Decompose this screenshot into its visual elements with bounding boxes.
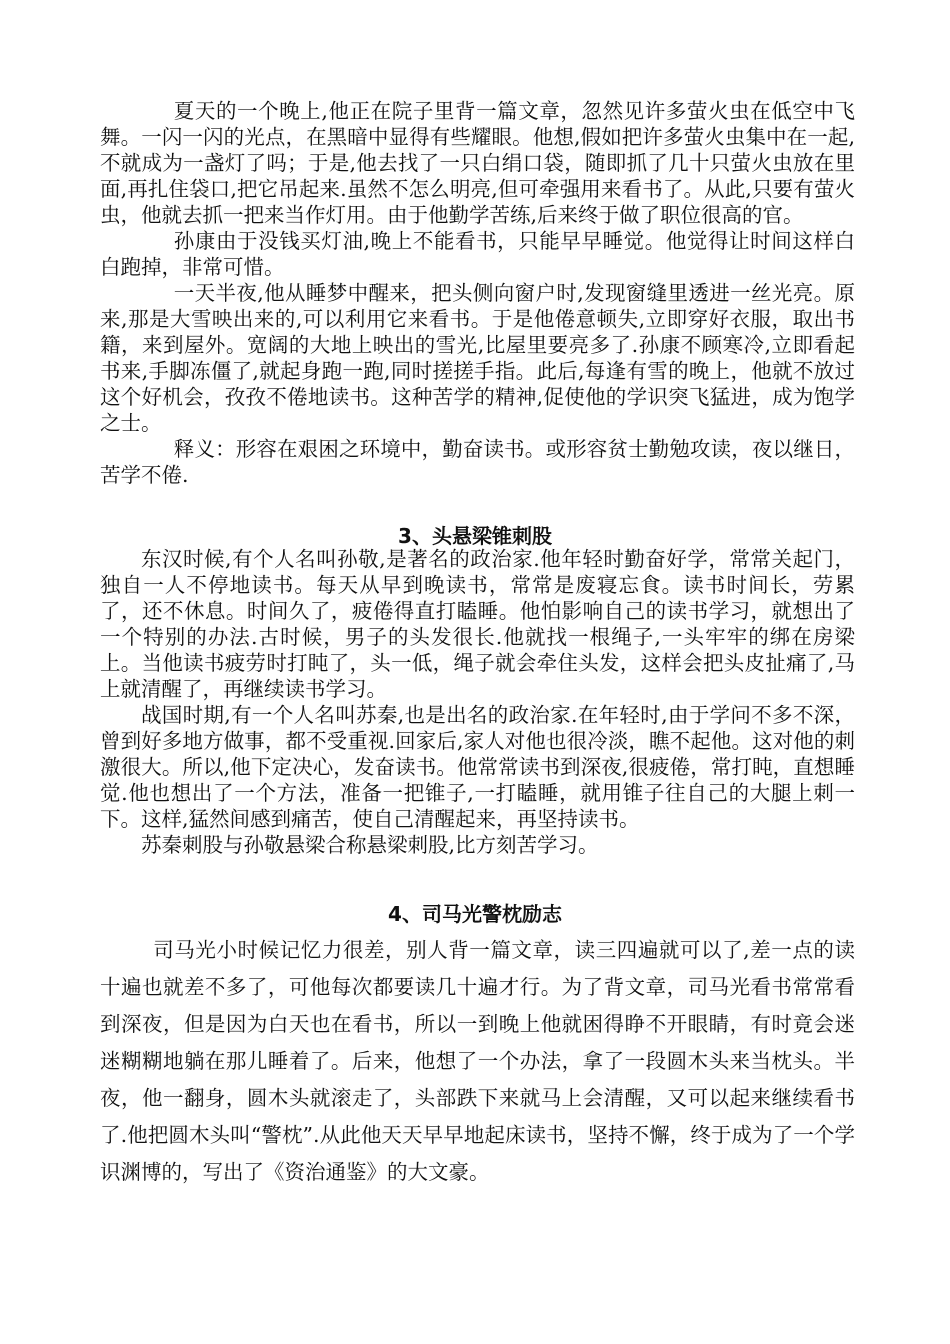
paragraph-definition: 释义：形容在艰困之环境中，勤奋读书。或形容贫士勤勉攻读，夜以继日，苦学不倦. <box>100 437 855 487</box>
section-3-body <box>100 546 855 858</box>
paragraph-sun-jing: 东汉时候,有个人名叫孙敬,是著名的政治家.他年轻时勤奋好学，常常关起门，独自一人不停地读书。每天从早到晚读书，常常是废寝忘食。读书时间长，劳累了，还不休息。时间久了，疲倦得直打瞌睡。他怕影响自己的读书学习，就想出了一个特别的办法.古时候，男子的头发很长.他就找一根绳子,一头牢牢的绑在房梁上。当他读书疲劳时打盹了，头一低，绳子就会牵住头发，这样会把头皮扯痛了,马上就清醒了，再继续读书学习。 <box>100 547 855 701</box>
paragraph-su-qin: 战国时期,有一个人名叫苏秦,也是出名的政治家.在年轻时,由于学问不多不深，曾到好多地方做事，都不受重视.回家后,家人对他也很冷淡，瞧不起他。这对他的刺激很大。所以,他下定决心，发奋读书。他常常读书到深夜,很疲倦，常打盹，直想睡觉.他也想出了一个方法，准备一把锥子,一打瞌睡，就用锥子往自己的大腿上刺一下。这样,猛然间感到痛苦，使自己清醒起来，再坚持读书。 <box>100 703 855 831</box>
section-4-body <box>100 932 855 1191</box>
paragraph-firefly: 夏天的一个晚上,他正在院子里背一篇文章，忽然见许多萤火虫在低空中飞舞。一闪一闪的光点，在黑暗中显得有些耀眼。他想,假如把许多萤火虫集中在一起,不就成为一盏灯了吗；于是,他去找了一只白绢口袋，随即抓了几十只萤火虫放在里面,再扎住袋口,把它吊起来.虽然不怎么明亮,但可牵强用来看书了。从此,只要有萤火虫，他就去抓一把来当作灯用。由于他勤学苦练,后来终于做了职位很高的官。 <box>100 99 855 227</box>
section-3-title: 3、头悬梁锥刺股 <box>398 524 552 548</box>
paragraph-snow-light: 一天半夜,他从睡梦中醒来，把头侧向窗户时,发现窗缝里透进一丝光亮。原来,那是大雪映出来的,可以利用它来看书。于是他倦意顿失,立即穿好衣服，取出书籍，来到屋外。宽阔的大地上映出的雪光,比屋里要亮多了.孙康不顾寒冷,立即看起书来,手脚冻僵了,就起身跑一跑,同时搓搓手指。此后,每逢有雪的晚上，他就不放过这个好机会，孜孜不倦地读书。这种苦学的精神,促使他的学识突飞猛进，成为饱学之士。 <box>100 281 855 435</box>
paragraph-sunkang-intro: 孙康由于没钱买灯油,晚上不能看书，只能早早睡觉。他觉得让时间这样白白跑掉，非常可惜。 <box>100 229 855 279</box>
paragraph-sima-guang: 司马光小时候记忆力很差，别人背一篇文章，读三四遍就可以了,差一点的读十遍也就差不多了，可他每次都要读几十遍才行。为了背文章，司马光看书常常看到深夜，但是因为白天也在看书，所以一到晚上他就困得睁不开眼睛，有时竟会迷迷糊糊地躺在那儿睡着了。后来，他想了一个办法，拿了一段圆木头来当枕头。半夜，他一翻身，圆木头就滚走了，头部跌下来就马上会清醒，又可以起来继续看书了.他把圆木头叫“警枕”.从此他天天早早地起床读书，坚持不懈，终于成为了一个学识渊博的，写出了《资治通鉴》的大文豪。 <box>100 938 855 1184</box>
section-2-body <box>100 98 855 488</box>
paragraph-summary: 苏秦刺股与孙敬悬梁合称悬梁刺股,比方刻苦学习。 <box>141 833 599 857</box>
section-4-title: 4、司马光警枕励志 <box>388 902 562 926</box>
